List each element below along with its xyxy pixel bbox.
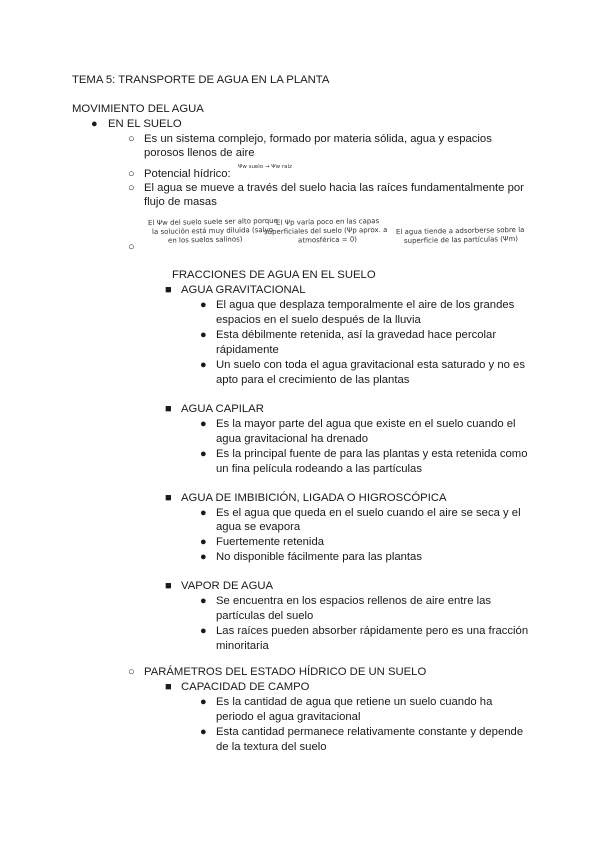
bullet-disc: ●	[200, 448, 207, 460]
list-item-cont: un fina película rodeando a las partículas	[216, 463, 422, 475]
list-item-cont: porosos llenos de aire	[144, 147, 255, 159]
bullet-circle: ○	[128, 182, 135, 194]
list-item: Las raíces pueden absorber rápidamente pero es una fracción	[216, 625, 529, 637]
bullet-circle: ○	[128, 133, 135, 145]
bullet-disc: ●	[200, 329, 207, 341]
list-item: El agua se mueve a través del suelo hacia las raíces fundamentalmente por	[144, 182, 524, 194]
list-item-cont: apto para el crecimiento de las plantas	[216, 374, 410, 386]
handwritten-note-2: El Ψp varía poco en las capas	[275, 217, 380, 227]
list-item: El agua que desplaza temporalmente el aire de los grandes	[216, 299, 515, 311]
heading-gravitacional: AGUA GRAVITACIONAL	[181, 284, 306, 296]
handwritten-note-1: la solución está muy diluida (salvo	[151, 225, 274, 237]
bullet-disc: ●	[200, 536, 207, 548]
list-item: Es la mayor parte del agua que existe en el suelo cuando el	[216, 418, 516, 430]
heading-imbibicion: AGUA DE IMBIBICIÓN, LIGADA O HIGROSCÓPICA	[181, 492, 447, 504]
bullet-square: ■	[165, 492, 172, 504]
handwritten-note-1: El Ψw del suelo suele ser alto porque	[147, 216, 278, 228]
formula-image: Ψw suelo → Ψw raíz	[238, 164, 292, 170]
list-item: Se encuentra en los espacios rellenos de aire entre las	[216, 595, 492, 607]
bullet-disc: ●	[200, 595, 207, 607]
bullet-square: ■	[165, 284, 172, 296]
list-item: Un suelo con toda el agua gravitacional esta saturado y no es	[216, 359, 525, 371]
list-item: Fuertemente retenida	[216, 536, 325, 548]
handwritten-note-1: en los suelos salinos)	[167, 235, 243, 245]
list-item-cont: partículas del suelo	[216, 610, 314, 622]
bullet-disc: ●	[200, 299, 207, 311]
list-item: No disponible fácilmente para las plantas	[216, 551, 422, 563]
heading-capacidad: CAPACIDAD DE CAMPO	[181, 681, 310, 693]
list-item: Es la principal fuente de para las plantas y esta retenida como	[216, 448, 528, 460]
bullet-square: ■	[165, 403, 172, 415]
list-item: Esta débilmente retenida, así la gravedad hace percolar	[216, 329, 497, 341]
handwritten-note-2: superficiales del suelo (Ψp aprox. a	[263, 225, 388, 237]
section-heading: MOVIMIENTO DEL AGUA	[72, 103, 204, 115]
list-item-cont: agua gravitacional ha drenado	[216, 433, 368, 445]
bullet-disc: ●	[200, 359, 207, 371]
bullet-disc: ●	[200, 507, 207, 519]
subsection-heading: EN EL SUELO	[108, 118, 182, 130]
bullet-disc: ●	[200, 726, 207, 738]
list-item-cont: de la textura del suelo	[216, 741, 327, 753]
handwritten-note-3: superficie de las partículas (Ψm)	[403, 235, 519, 245]
bullet-disc: ●	[200, 625, 207, 637]
heading-fracciones: FRACCIONES DE AGUA EN EL SUELO	[172, 269, 376, 281]
bullet-circle: ○	[128, 241, 135, 253]
list-item: Esta cantidad permanece relativamente constante y depende	[216, 726, 524, 738]
handwritten-note-3: El agua tiende a adsorberse sobre la	[395, 225, 525, 237]
bullet-disc: ●	[91, 118, 98, 130]
list-item-cont: espacios en el suelo después de la lluvia	[216, 314, 421, 326]
list-item: Es el agua que queda en el suelo cuando el aire se seca y el	[216, 507, 521, 519]
bullet-square: ■	[165, 681, 172, 693]
bullet-square: ■	[165, 580, 172, 592]
heading-parametros: PARÁMETROS DEL ESTADO HÍDRICO DE UN SUELO	[144, 666, 427, 678]
list-item: Potencial hídrico:	[144, 168, 231, 180]
doc-title: TEMA 5: TRANSPORTE DE AGUA EN LA PLANTA	[72, 74, 330, 86]
list-item: Es un sistema complejo, formado por materia sólida, agua y espacios	[144, 133, 492, 145]
handwritten-note-2: atmosférica = 0)	[297, 235, 358, 245]
bullet-circle: ○	[128, 666, 135, 678]
heading-vapor: VAPOR DE AGUA	[181, 580, 274, 592]
list-item-cont: rápidamente	[216, 344, 279, 356]
list-item-cont: agua se evapora	[216, 521, 301, 533]
list-item-cont: flujo de masas	[144, 196, 217, 208]
list-item: Es la cantidad de agua que retiene un suelo cuando ha	[216, 696, 493, 708]
bullet-circle: ○	[128, 168, 135, 180]
bullet-disc: ●	[200, 418, 207, 430]
list-item-cont: minoritaria	[216, 640, 269, 652]
heading-capilar: AGUA CAPILAR	[181, 403, 264, 415]
bullet-disc: ●	[200, 696, 207, 708]
list-item-cont: periodo el agua gravitacional	[216, 711, 361, 723]
bullet-disc: ●	[200, 551, 207, 563]
